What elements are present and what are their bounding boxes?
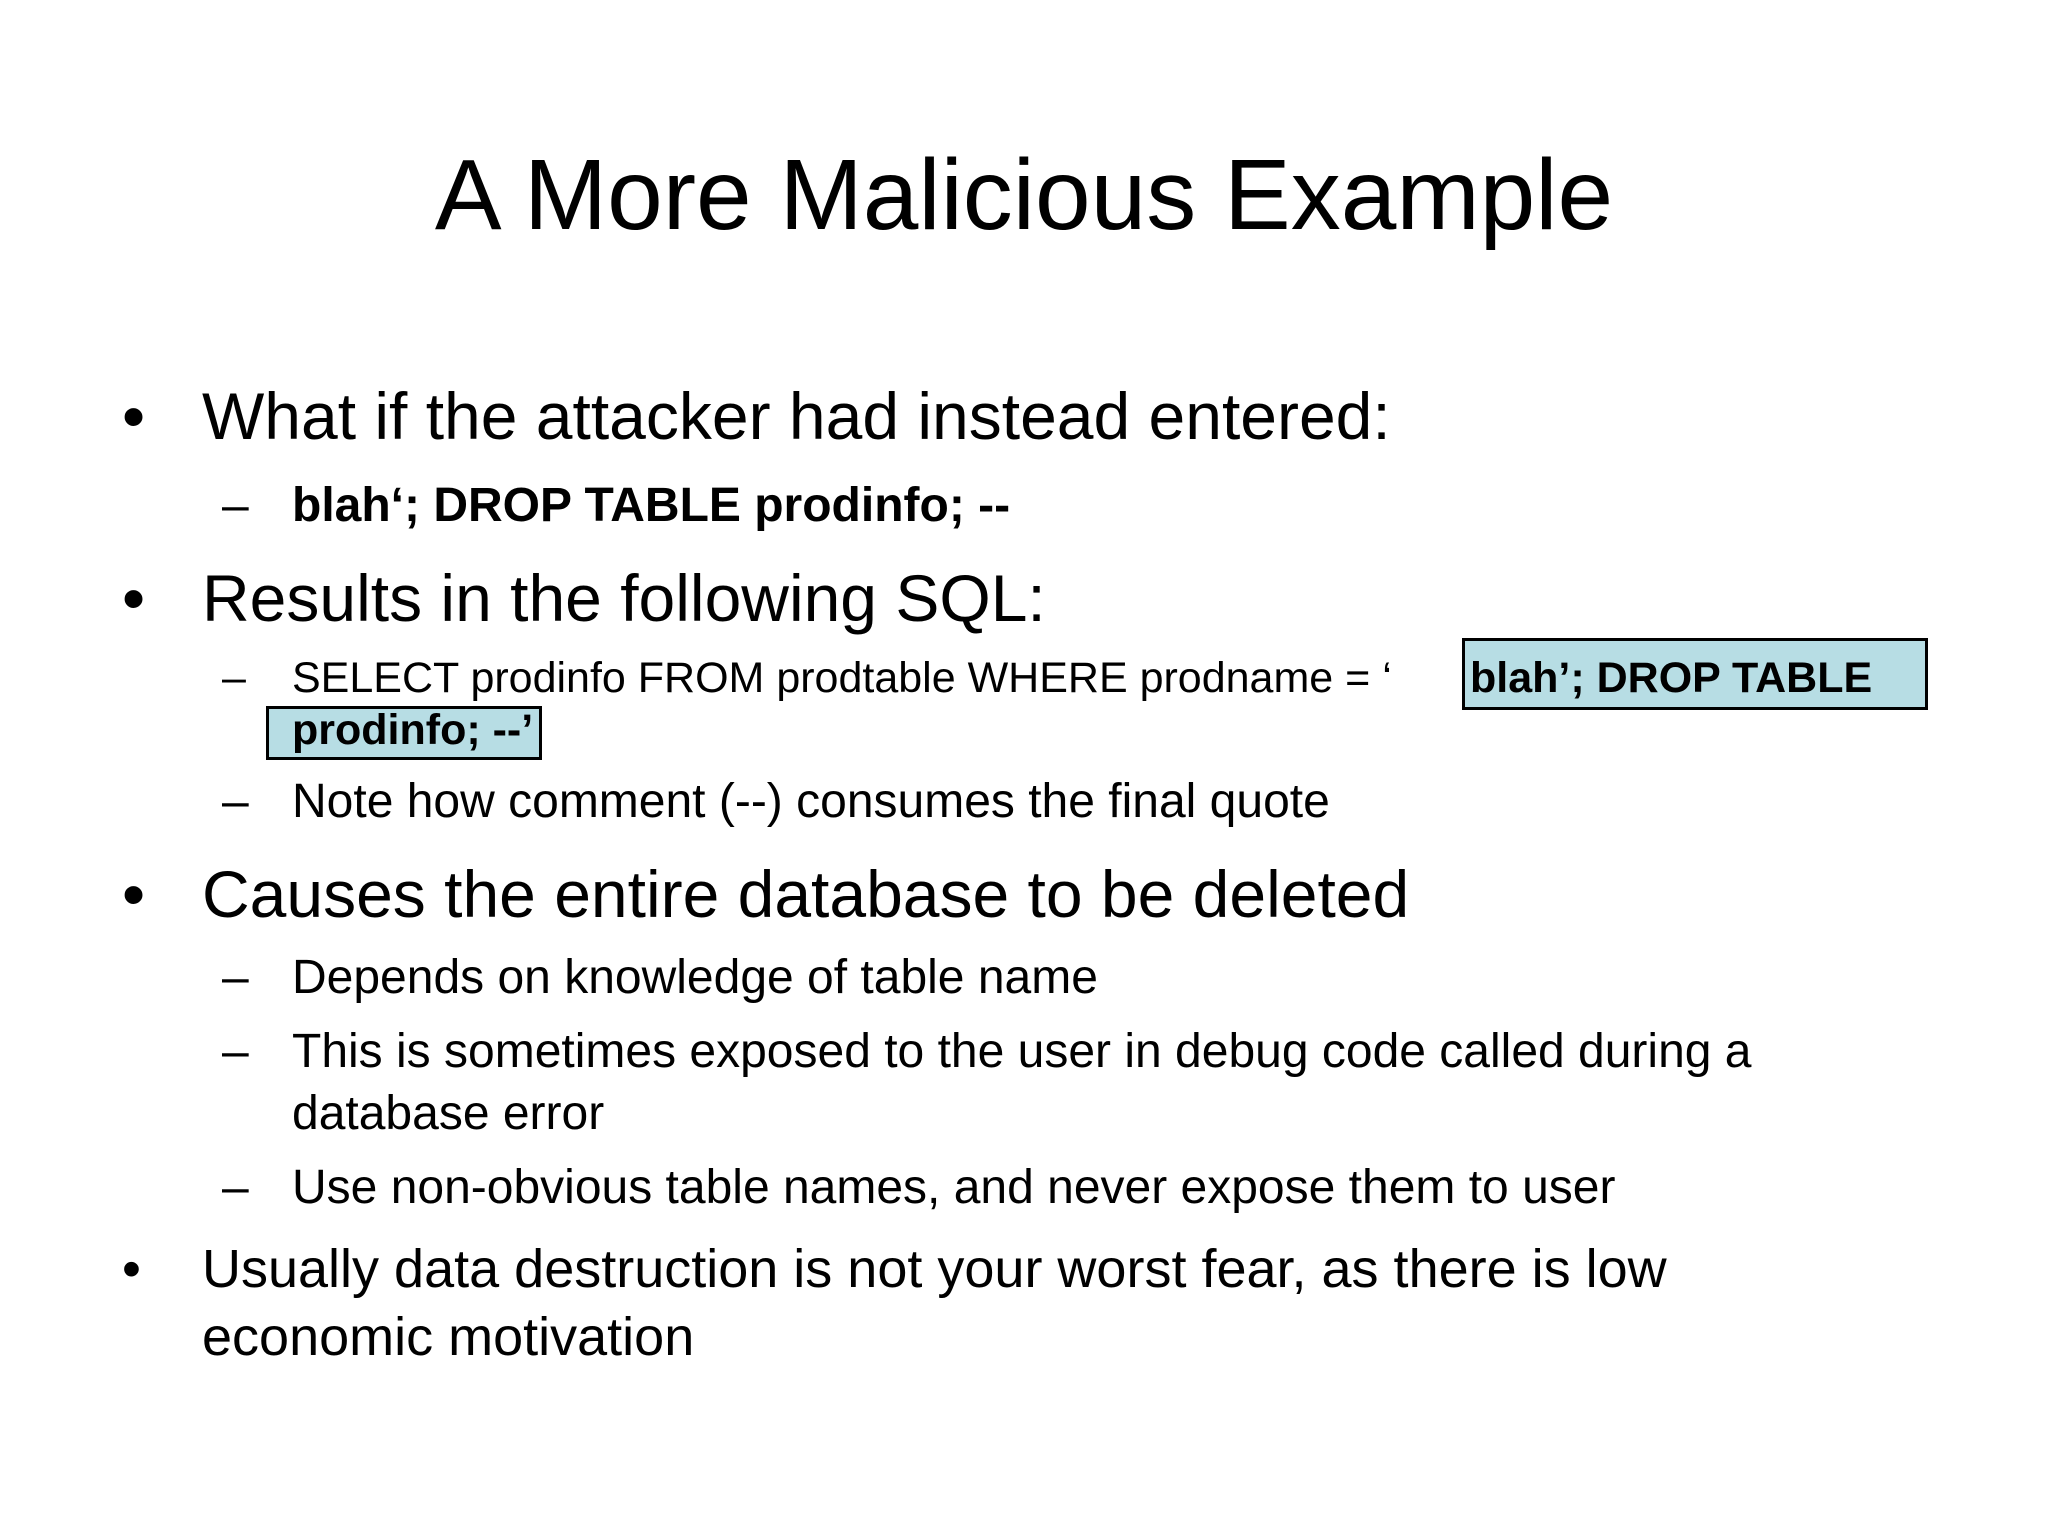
bullet-marker: • [122,857,146,931]
slide-title: A More Malicious Example [434,139,1614,251]
subbullet-text: Depends on knowledge of table name [292,951,1098,1004]
subbullet-text: blah‘; DROP TABLE prodinfo; -- [292,479,1011,532]
dash-marker: – [222,951,249,1004]
bullet-text: Causes the entire database to be deleted [202,857,1410,931]
bullet-text: Usually data destruction is not your worst fear, as there is low [202,1239,1667,1299]
injected-sql-text: prodinfo; --’ [292,706,534,754]
subbullet-text: This is sometimes exposed to the user in debug code called during a [292,1025,1752,1078]
bullet-text: Results in the following SQL: [202,561,1046,635]
bullet-marker: • [122,1239,141,1299]
injected-sql-text: blah’; DROP TABLE [1470,654,1873,702]
sql-statement-text: SELECT prodinfo FROM prodtable WHERE prodname = ‘ [292,654,1392,702]
dash-marker: – [222,654,246,702]
dash-marker: – [222,1025,249,1078]
bullet-marker: • [122,561,146,635]
subbullet-text-continued: database error [292,1087,605,1140]
dash-marker: – [222,479,249,532]
dash-marker: – [222,1161,249,1214]
bullet-marker: • [122,379,146,453]
bullet-text-continued: economic motivation [202,1307,695,1367]
dash-marker: – [222,775,249,828]
subbullet-text: Note how comment (--) consumes the final quote [292,775,1330,828]
bullet-text: What if the attacker had instead entered: [202,379,1391,453]
subbullet-text: Use non-obvious table names, and never expose them to user [292,1161,1616,1214]
